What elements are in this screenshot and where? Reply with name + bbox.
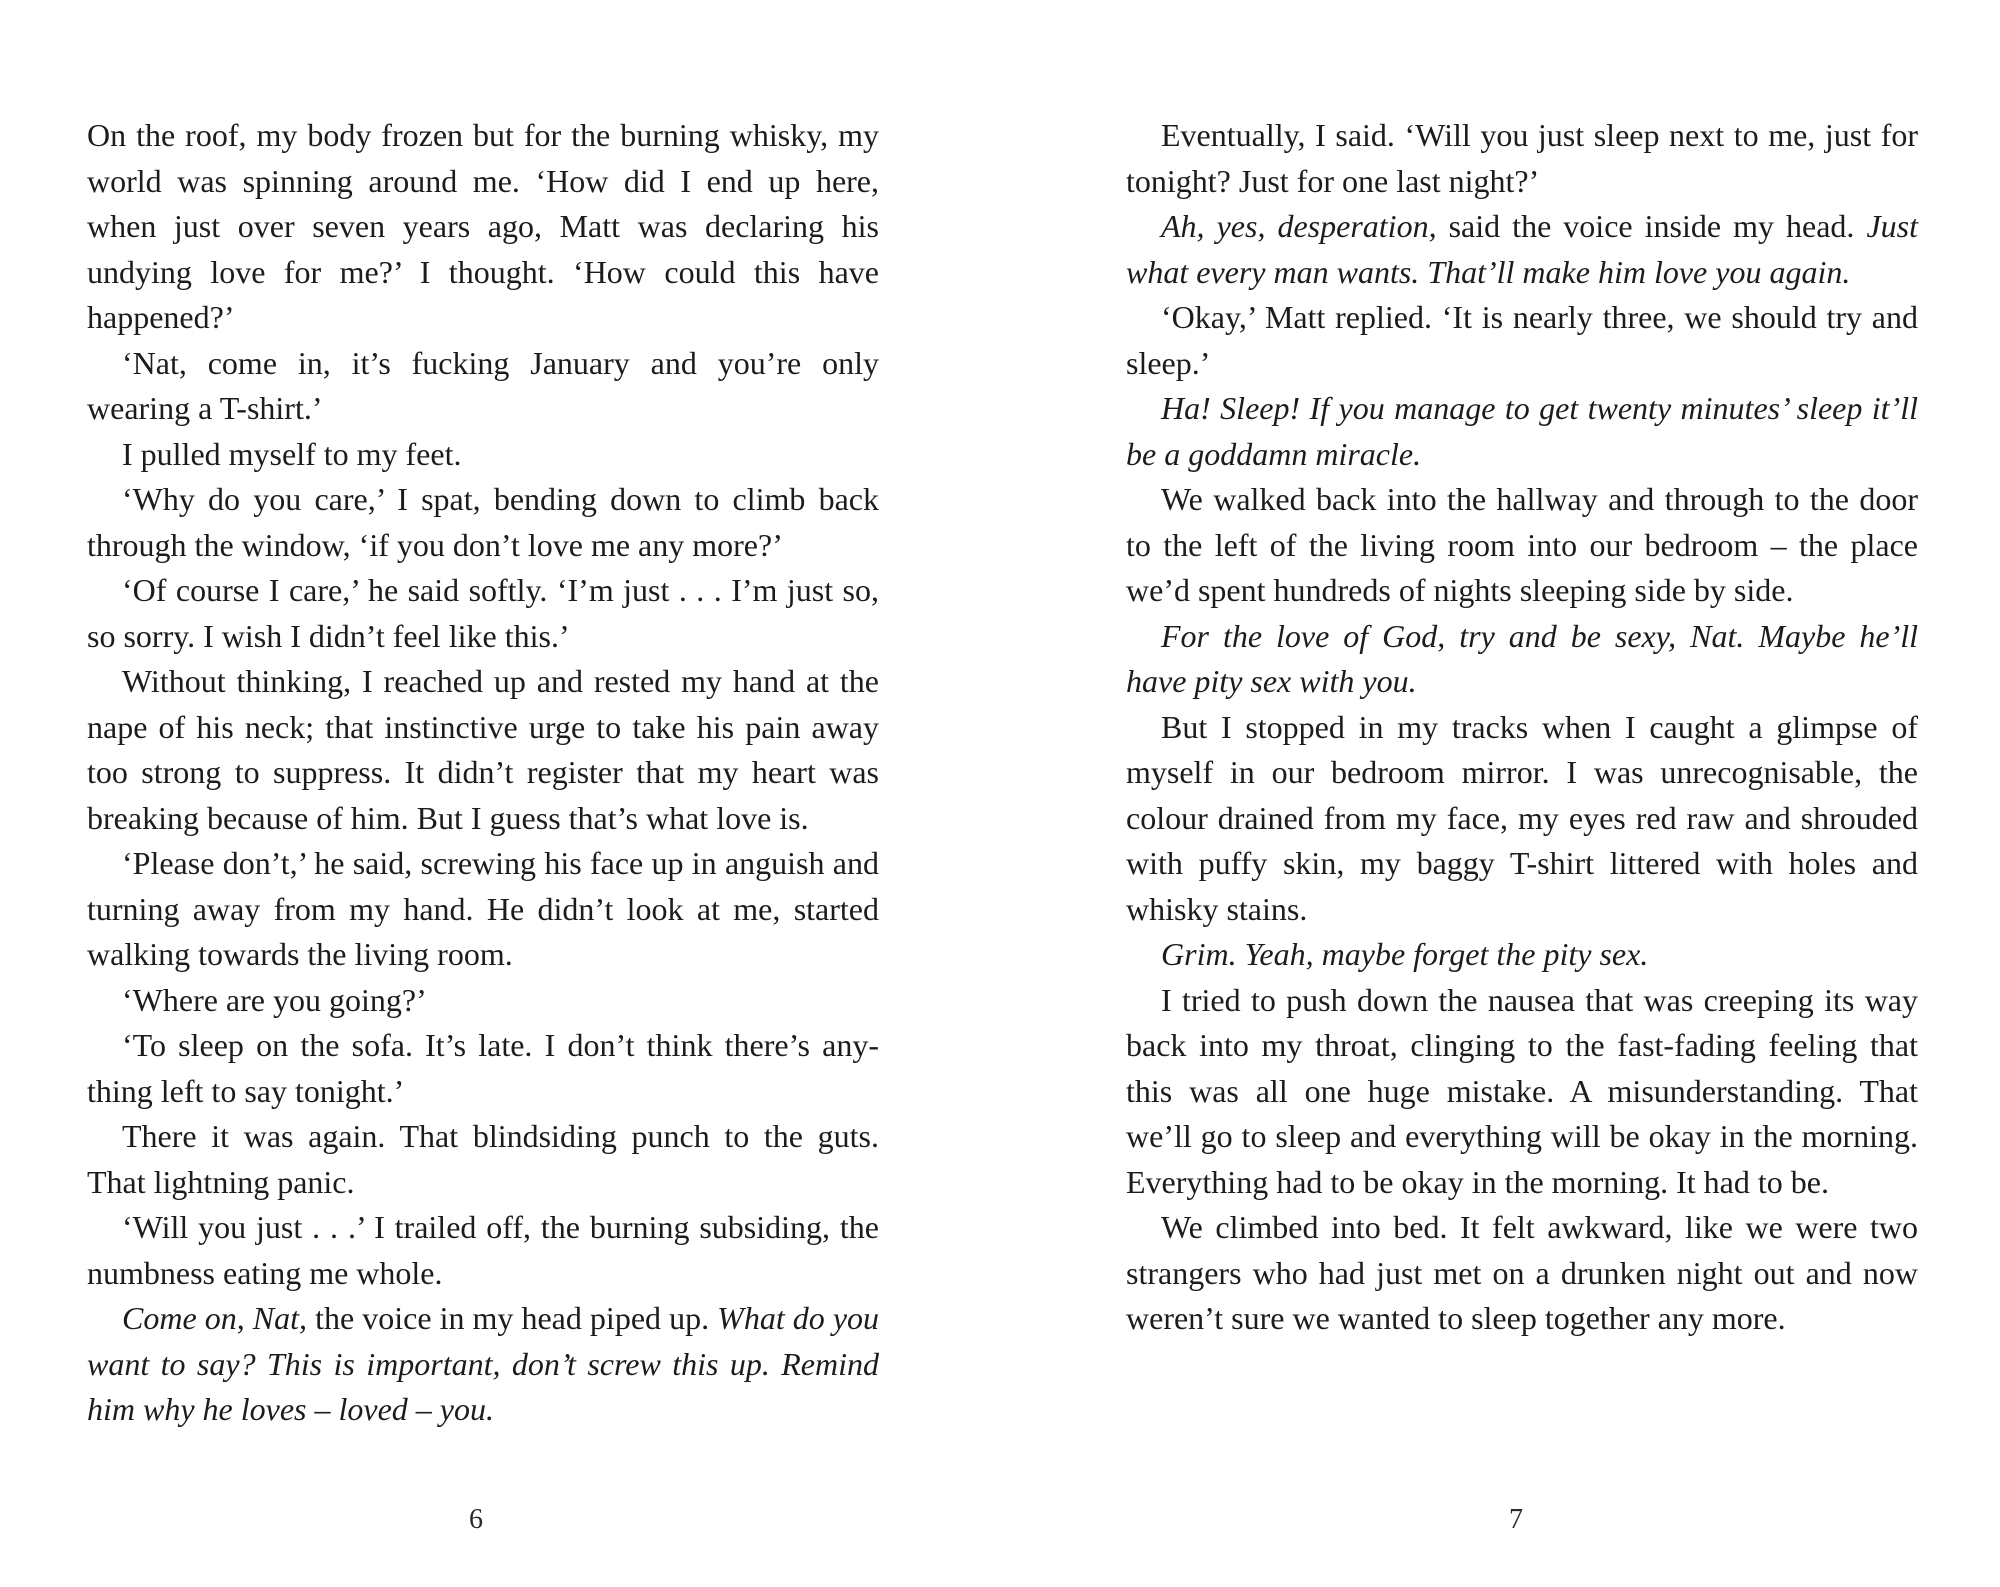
paragraph: ‘Please don’t,’ he said, screwing his face up in anguish and turning away from my hand. He didn’t look at me, started walking towards the living room.: [87, 845, 879, 972]
paragraph: We walked back into the hallway and through to the door to the left of the living room into our bedroom – the place we’d spent hundreds of nights sleeping side by side.: [1126, 481, 1918, 608]
paragraph: ‘To sleep on the sofa. It’s late. I don’t think there’s anything left to say tonight.’: [87, 1027, 879, 1109]
narration-text: the voice in my head piped up.: [307, 1300, 718, 1336]
page-number: 7: [1509, 1504, 1523, 1535]
narration-text: said the voice inside my head.: [1436, 208, 1867, 244]
inner-voice-text: Just what every man wants. That’ll make him love you again.: [1126, 208, 1918, 290]
paragraph: Without thinking, I reached up and rested my hand at the nape of his neck; that instinctive urge to take his pain away too strong to suppress. It didn’t register that my heart was breaking because of him. But I guess that’s what love is.: [87, 663, 879, 836]
inner-voice-text: What do you want to say? This is important, don’t screw this up. Remind him why he loves – loved – you.: [87, 1300, 880, 1427]
right-page: [1000, 0, 2000, 1587]
paragraph: I pulled myself to my feet.: [122, 435, 462, 472]
paragraph: There it was again. That blindsiding punch to the guts. That lightning panic.: [87, 1118, 879, 1200]
inner-voice-text: Ah, yes, desperation,: [1161, 208, 1437, 244]
paragraph: ‘Okay,’ Matt replied. ‘It is nearly three, we should try and sleep.’: [1126, 299, 1918, 381]
paragraph: ‘Will you just . . .’ I trailed off, the burning subsiding, the numbness eating me whole.: [87, 1209, 879, 1291]
paragraph: Eventually, I said. ‘Will you just sleep next to me, just for tonight? Just for one last night?’: [1126, 117, 1918, 199]
paragraph: [87, 1296, 879, 1433]
right-page-text: [1126, 113, 1918, 1342]
inner-voice-paragraph: Ha! Sleep! If you manage to get twenty minutes’ sleep it’ll be a goddamn miracle.: [1126, 390, 1918, 472]
paragraph: We climbed into bed. It felt awkward, like we were two strangers who had just met on a drunken night out and now weren’t sure we wanted to sleep together any more.: [1126, 1209, 1918, 1336]
paragraph: ‘Of course I care,’ he said softly. ‘I’m just . . . I’m just so, so sorry. I wish I didn’t feel like this.’: [87, 572, 879, 654]
paragraph: But I stopped in my tracks when I caught a glimpse of myself in our bedroom mirror. I was unrecognisable, the colour drained from my face, my eyes red raw and shrouded with puffy skin, my baggy T-shirt littered with holes and whisky stains.: [1126, 708, 1918, 927]
page-number: 6: [469, 1504, 483, 1535]
paragraph: On the roof, my body frozen but for the burning whisky, my world was spinning around me. ‘How did I end up here, when just over seven years ago, Matt was declaring his undying love for me?’ I thought. ‘How could this have happened?’: [87, 117, 879, 335]
left-page-text: [87, 113, 879, 1433]
paragraph: I tried to push down the nausea that was creeping its way back into my throat, clinging to the fast-fading feeling that this was all one huge mistake. A misunderstanding. That we’ll go to sleep and everything will be okay in the morning. Everything had to be okay in the morning. It had to be.: [1126, 981, 1918, 1200]
inner-voice-paragraph: Grim. Yeah, maybe forget the pity sex.: [1161, 936, 1649, 972]
paragraph: ‘Where are you going?’: [122, 981, 427, 1018]
paragraph: [1126, 204, 1918, 295]
paragraph: ‘Why do you care,’ I spat, bending down to climb back through the window, ‘if you don’t love me any more?’: [87, 481, 879, 563]
inner-voice-text: Come on, Nat,: [122, 1300, 308, 1336]
inner-voice-paragraph: For the love of God, try and be sexy, Nat. Maybe he’ll have pity sex with you.: [1126, 617, 1918, 699]
paragraph: ‘Nat, come in, it’s fucking January and you’re only wearing a T-shirt.’: [87, 344, 879, 426]
